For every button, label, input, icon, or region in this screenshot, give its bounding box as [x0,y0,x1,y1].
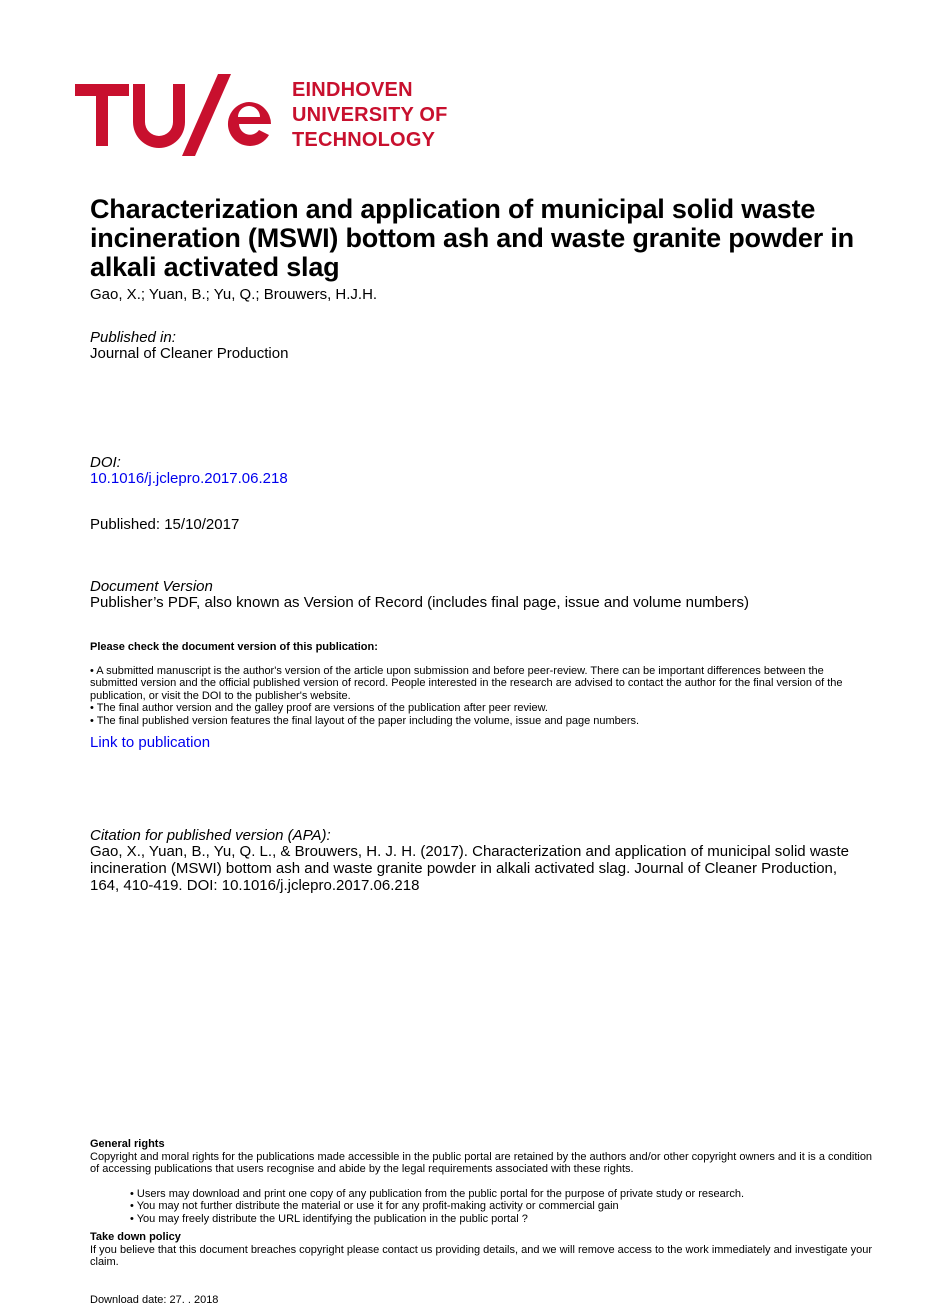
download-date: Download date: 27. . 2018 [90,1294,219,1306]
link-to-publication[interactable]: Link to publication [90,734,211,751]
doi-link[interactable]: 10.1016/j.jclepro.2017.06.218 [90,470,288,487]
general-rights-heading: General rights [90,1138,165,1150]
journal-name: Journal of Cleaner Production [90,345,289,362]
publication-title: Characterization and application of municipal solid waste incineration (MSWI) bottom ash and waste granite powder in alkali activated slag [90,194,854,282]
tue-logo-mark [75,74,285,156]
check-version-bullet: • The final author version and the galley proof are versions of the publication after peer review. [90,702,548,715]
check-version-heading: Please check the document version of this publication: [90,641,378,653]
check-version-bullet: • The final published version features the final layout of the paper including the volume, issue and page numbers. [90,714,640,727]
university-name-line-3: TECHNOLOGY [292,129,436,151]
university-name-line-2: UNIVERSITY OF [292,104,448,126]
general-rights-text: Copyright and moral rights for the publications made accessible in the public portal are retained by the authors and/or other copyright owners and it is a condition of accessing publications that users recognise and abide by the legal requirements associated with these rights. [90,1151,873,1176]
citation-text: Gao, X., Yuan, B., Yu, Q. L., & Brouwers, H. J. H. (2017). Characterization and application of municipal solid waste incineration (MSWI) bottom ash and waste granite powder in alkali activated slag. Journal of Cleaner Production, 164, 410-419. DOI: 10.1016/j.jclepro.2017.06.218 [90,843,850,894]
authors: Gao, X.; Yuan, B.; Yu, Q.; Brouwers, H.J.H. [90,286,378,303]
university-name-line-1: EINDHOVEN [292,79,413,101]
check-version-bullet: • A submitted manuscript is the author's version of the article upon submission and before peer-review. There can be important differences between the submitted version and the official published version of record. People interested in the research are advised to contact the author for the final version of the publication, or visit the DOI to the publisher's website. [90,665,843,702]
doi-label: DOI: [90,454,121,471]
document-version-value: Publisher’s PDF, also known as Version of Record (includes final page, issue and volume numbers) [90,594,749,611]
rights-bullet: • You may freely distribute the URL identifying the publication in the public portal ? [130,1212,528,1225]
tue-logo [75,74,285,161]
rights-bullet: • Users may download and print one copy of any publication from the public portal for the purpose of private study or research. [130,1188,745,1200]
takedown-heading: Take down policy [90,1231,181,1243]
published-in-label: Published in: [90,329,176,346]
document-version-label: Document Version [90,578,213,595]
rights-bullet: • You may not further distribute the material or use it for any profit-making activity or commercial gain [130,1200,619,1213]
takedown-text: If you believe that this document breaches copyright please contact us providing details, and we will remove access to the work immediately and investigate your claim. [90,1244,873,1269]
citation-label: Citation for published version (APA): [90,827,331,844]
check-version-list [90,665,870,727]
general-rights-list [130,1188,880,1225]
university-name [292,78,448,153]
published-date: Published: 15/10/2017 [90,516,240,533]
